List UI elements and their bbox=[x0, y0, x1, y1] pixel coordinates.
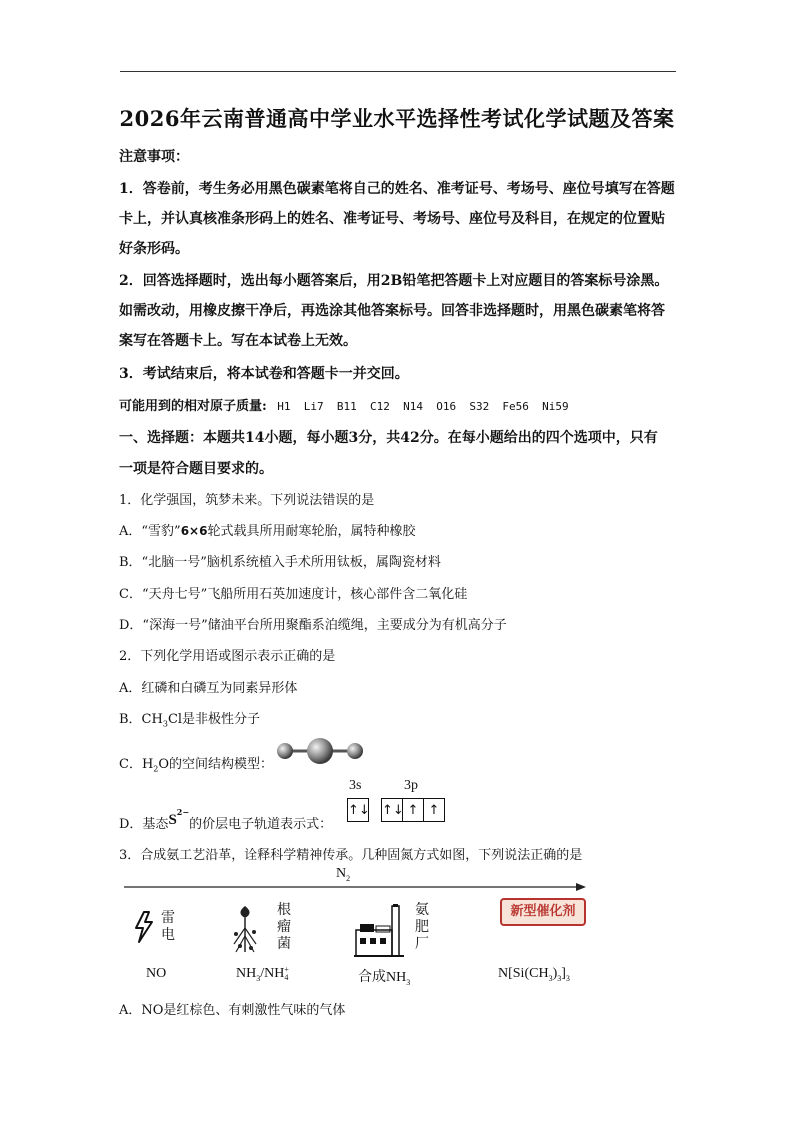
root-nodule-label: 根瘤菌 bbox=[277, 902, 291, 952]
q1-a-bold: 6×6 bbox=[180, 524, 208, 538]
product-no: NO bbox=[146, 966, 167, 981]
orbital-box-3p-3: ↑ bbox=[423, 798, 445, 822]
p2-b: 3 bbox=[256, 974, 261, 984]
q1-option-a bbox=[119, 520, 415, 539]
q2-d-ion: S bbox=[168, 812, 177, 828]
q1-stem: 1．化学强国，筑梦未来。下列说法错误的是 bbox=[119, 493, 375, 508]
q2-option-c bbox=[119, 753, 273, 774]
p3-a: 合成NH bbox=[358, 970, 407, 985]
notice-heading: 注意事项： bbox=[119, 149, 189, 165]
header-rule bbox=[120, 71, 676, 72]
q2-stem: 2．下列化学用语或图示表示正确的是 bbox=[119, 649, 336, 664]
p2-c: /NH bbox=[260, 966, 285, 982]
new-catalyst-badge: 新型催化剂 bbox=[500, 898, 586, 926]
q1-option-b: B．“北脑一号”脑机系统植入手术所用钛板，属陶瓷材料 bbox=[119, 555, 441, 570]
p4-e: ] bbox=[561, 966, 566, 981]
p4-b: 3 bbox=[548, 973, 553, 983]
q2-option-b bbox=[119, 708, 260, 729]
product-n-si-ch3 bbox=[498, 966, 570, 983]
nitrogen-fixation-diagram bbox=[118, 868, 588, 988]
product-synth-nh3 bbox=[358, 966, 410, 987]
p3-b: 3 bbox=[406, 977, 411, 987]
section1-line-2: 一项是符合题目要求的。 bbox=[119, 461, 273, 477]
p2-a: NH bbox=[236, 966, 257, 982]
lightning-icon bbox=[132, 910, 156, 944]
q2-d-post: 的价层电子轨道表示式： bbox=[189, 817, 333, 832]
p2-d: + bbox=[284, 965, 289, 974]
section1-line-1: 一、选择题：本题共14小题，每小题3分，共42分。在每小题给出的四个选项中，只有 bbox=[119, 430, 658, 446]
q3-stem: 3．合成氨工艺沿革，诠释科学精神传承。几种固氮方式如图，下列说法正确的是 bbox=[119, 848, 583, 863]
orbital-box-3p-2: ↑ bbox=[402, 798, 424, 822]
root-nodule-icon bbox=[230, 904, 260, 956]
q1-option-c: C．“天舟七号”飞船所用石英加速度计，核心部件含二氧化硅 bbox=[119, 587, 468, 602]
q3-option-a: A．NO是红棕色、有刺激性气味的气体 bbox=[119, 1003, 346, 1018]
p4-a: N[Si(CH bbox=[498, 966, 549, 981]
p4-f: 3 bbox=[565, 973, 570, 983]
product-nh3-nh4 bbox=[236, 966, 289, 983]
q2-c-post: O的空间结构模型： bbox=[158, 757, 274, 772]
fertilizer-plant-label: 氨肥厂 bbox=[415, 902, 429, 952]
q2-c-pre: C．H bbox=[119, 757, 154, 772]
q2-d-pre: D．基态 bbox=[119, 817, 169, 832]
notice-item-2-line-2: 如需改动，用橡皮擦干净后，再选涂其他答案标号。回答非选择题时，用黑色碳素笔将答 bbox=[119, 303, 665, 319]
h2o-ball-model-image bbox=[275, 737, 365, 765]
notice-item-1-line-3: 好条形码。 bbox=[119, 241, 189, 257]
q2-option-a: A．红磷和白磷互为同素异形体 bbox=[119, 681, 298, 696]
atomic-mass-values: H1 Li7 B11 C12 N14 O16 S32 Fe56 Ni59 bbox=[277, 400, 569, 413]
p2-e: 4 bbox=[284, 973, 289, 982]
n2-text: N bbox=[336, 866, 347, 881]
atomic-mass-label: 可能用到的相对原子质量: bbox=[119, 399, 267, 414]
lightning-label: 雷电 bbox=[161, 910, 175, 943]
notice-item-3: 3．考试结束后，将本试卷和答题卡一并交回。 bbox=[119, 366, 409, 382]
notice-item-2-line-1: 2．回答选择题时，选出每小题答案后，用2B铅笔把答题卡上对应题目的答案标号涂黑。 bbox=[119, 273, 669, 289]
n2-sub: 2 bbox=[346, 873, 351, 883]
n2-arrow bbox=[118, 880, 588, 894]
notice-item-2-line-3: 案写在答题卡上。写在本试卷上无效。 bbox=[119, 333, 357, 349]
q2-option-d bbox=[119, 806, 333, 833]
factory-icon bbox=[354, 900, 404, 958]
notice-item-1-line-1: 1．答卷前，考生务必用黑色碳素笔将自己的姓名、准考证号、考场号、座位号填写在答题 bbox=[119, 181, 675, 197]
q2-b-pre: B．CH bbox=[119, 712, 163, 727]
notice-item-1-line-2: 卡上，并认真核准条形码上的姓名、准考证号、考场号、座位号及科目，在规定的位置贴 bbox=[119, 211, 665, 227]
q1-a-pre: A．“雪豹” bbox=[119, 524, 181, 539]
p4-d: 3 bbox=[557, 973, 562, 983]
n2-arrow-label bbox=[336, 866, 350, 883]
q2-c-sub: 2 bbox=[153, 764, 159, 774]
page-title: 2026年云南普通高中学业水平选择性考试化学试题及答案 bbox=[119, 106, 675, 131]
q2-b-sub: 3 bbox=[162, 719, 168, 729]
orbital-box-3s: ↑↓ bbox=[347, 798, 369, 822]
q2-d-charge: 2− bbox=[176, 806, 190, 817]
p4-c: ) bbox=[552, 966, 558, 981]
orbital-3p-label: 3p bbox=[404, 778, 418, 793]
q1-option-d: D．“深海一号”储油平台所用聚酯系泊缆绳，主要成分为有机高分子 bbox=[119, 618, 507, 633]
atomic-mass-line bbox=[119, 395, 569, 414]
orbital-3s-label: 3s bbox=[349, 778, 362, 793]
orbital-box-3p-1: ↑↓ bbox=[381, 798, 403, 822]
q2-b-post: Cl是非极性分子 bbox=[167, 712, 261, 727]
q1-a-post: 轮式载具所用耐寒轮胎，属特种橡胶 bbox=[207, 524, 416, 539]
